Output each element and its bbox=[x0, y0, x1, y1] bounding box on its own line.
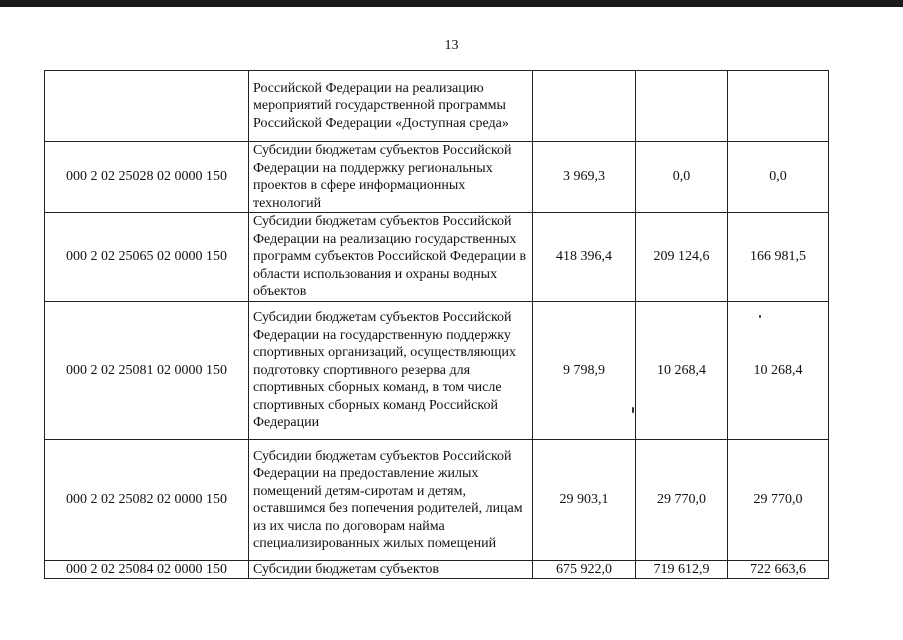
value-cell-2: 10 268,4 bbox=[636, 302, 728, 440]
value-cell-3: 10 268,4 bbox=[728, 302, 829, 440]
value-cell-3: 29 770,0 bbox=[728, 440, 829, 561]
table-row bbox=[45, 71, 829, 142]
description-cell: Российской Федерации на реализацию мероприятий государственной программы Российской Федерации «Доступная среда» bbox=[249, 71, 533, 142]
page-number: 13 bbox=[444, 38, 459, 53]
table-row bbox=[45, 561, 829, 579]
description-cell: Субсидии бюджетам субъектов Российской Федерации на поддержку региональных проектов в сфере информационных технологий bbox=[249, 142, 533, 213]
table-row bbox=[45, 142, 829, 213]
description-cell: Субсидии бюджетам субъектов bbox=[249, 561, 533, 579]
value-cell-2: 29 770,0 bbox=[636, 440, 728, 561]
value-cell-2 bbox=[636, 71, 728, 142]
table-row bbox=[45, 213, 829, 302]
value-cell-3 bbox=[728, 71, 829, 142]
value-cell-1: 29 903,1 bbox=[533, 440, 636, 561]
budget-code-cell: 000 2 02 25082 02 0000 150 bbox=[45, 440, 249, 561]
description-cell: Субсидии бюджетам субъектов Российской Федерации на государственную поддержку спортивных организаций, осуществляющих подготовку спортивного резерва для спортивных сборных команд, в том числе спортивных сборных команд Российской Федерации bbox=[249, 302, 533, 440]
budget-code-cell: 000 2 02 25065 02 0000 150 bbox=[45, 213, 249, 302]
value-cell-2: 719 612,9 bbox=[636, 561, 728, 579]
scan-top-edge bbox=[0, 0, 903, 7]
value-cell-1: 418 396,4 bbox=[533, 213, 636, 302]
value-cell-1 bbox=[533, 71, 636, 142]
scan-speck bbox=[632, 407, 634, 413]
description-cell: Субсидии бюджетам субъектов Российской Федерации на реализацию государственных программ субъектов Российской Федерации в области использования и охраны водных объектов bbox=[249, 213, 533, 302]
value-cell-3: 0,0 bbox=[728, 142, 829, 213]
budget-code-cell: 000 2 02 25084 02 0000 150 bbox=[45, 561, 249, 579]
value-cell-2: 209 124,6 bbox=[636, 213, 728, 302]
table-row bbox=[45, 302, 829, 440]
scan-speck bbox=[759, 315, 761, 318]
budget-table bbox=[44, 70, 829, 579]
value-cell-3: 166 981,5 bbox=[728, 213, 829, 302]
value-cell-3: 722 663,6 bbox=[728, 561, 829, 579]
value-cell-1: 675 922,0 bbox=[533, 561, 636, 579]
value-cell-1: 3 969,3 bbox=[533, 142, 636, 213]
budget-code-cell bbox=[45, 71, 249, 142]
description-cell: Субсидии бюджетам субъектов Российской Федерации на предоставление жилых помещений детям-сиротам и детям, оставшимся без попечения родителей, лицам из их числа по договорам найма специализированных жилых помещений bbox=[249, 440, 533, 561]
table-row bbox=[45, 440, 829, 561]
budget-code-cell: 000 2 02 25028 02 0000 150 bbox=[45, 142, 249, 213]
budget-code-cell: 000 2 02 25081 02 0000 150 bbox=[45, 302, 249, 440]
value-cell-2: 0,0 bbox=[636, 142, 728, 213]
value-cell-1: 9 798,9 bbox=[533, 302, 636, 440]
